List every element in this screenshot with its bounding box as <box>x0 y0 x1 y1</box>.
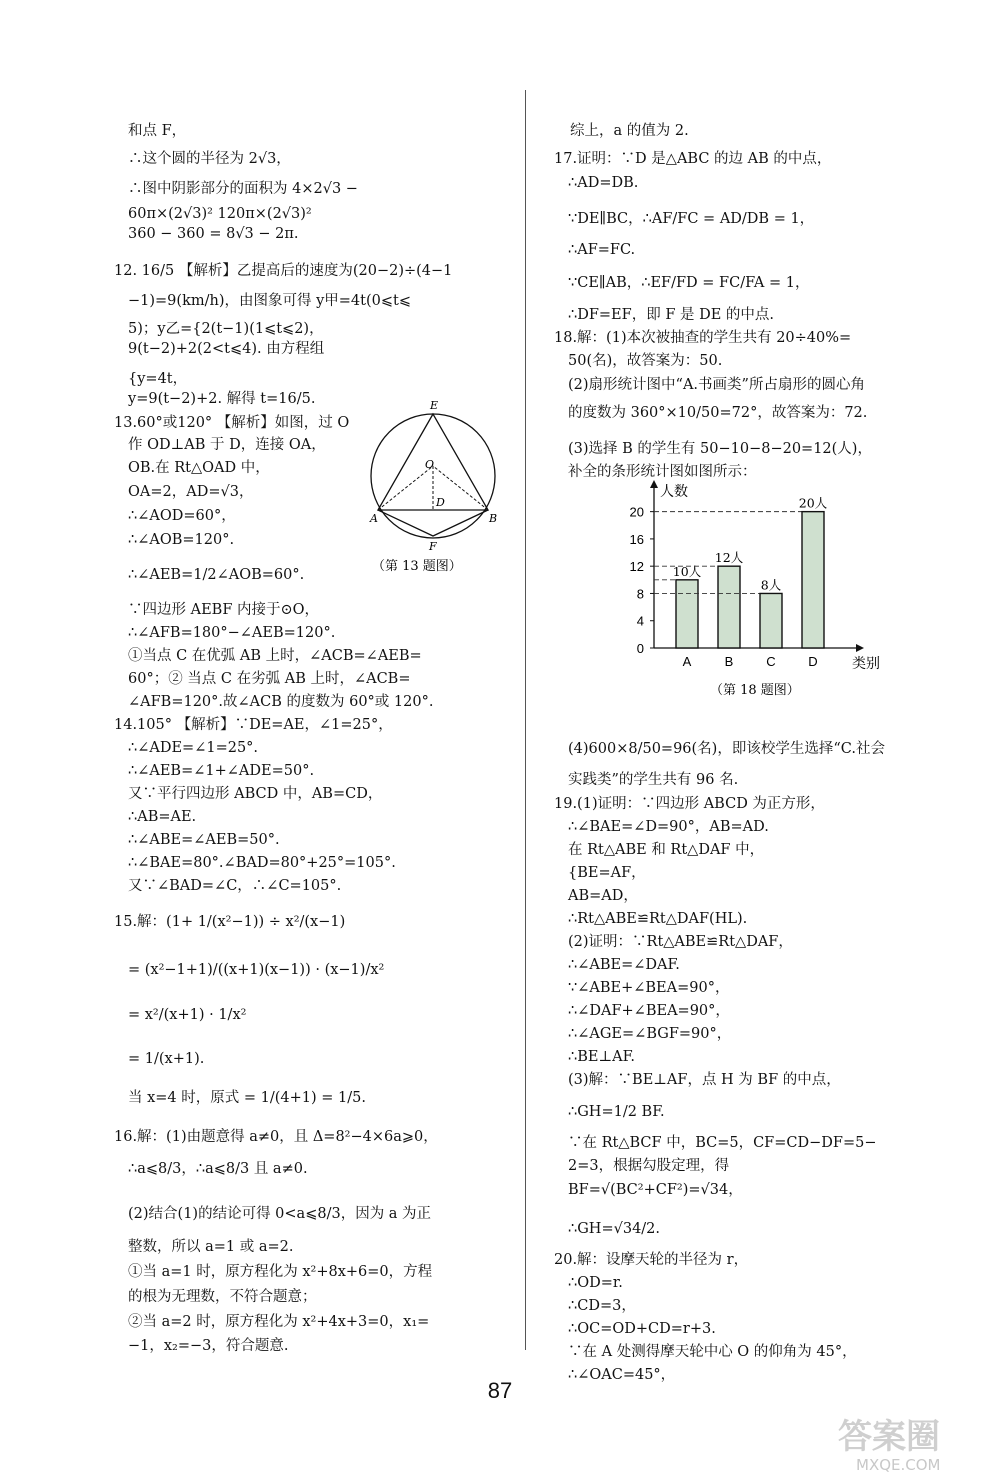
right-text-line: 的度数为 360°×10/50=72°，故答案为：72. <box>568 405 868 421</box>
left-text-line: −1)=9(km/h)，由图象可得 y甲=4t(0⩽t⩽ <box>128 293 411 309</box>
x-tick-label: B <box>724 654 734 669</box>
right-text-line: 17.证明：∵D 是△ABC 的边 AB 的中点， <box>554 151 832 167</box>
left-text-line: −1，x₂=−3，符合题意. <box>128 1338 289 1354</box>
left-text-line: 5)；y乙={2(t−1)(1⩽t⩽2)， <box>128 321 324 337</box>
right-text-line: 2=3，根据勾股定理，得 <box>568 1158 730 1174</box>
left-text-line: ∴∠AFB=180°−∠AEB=120°. <box>128 625 336 641</box>
y-tick-label: 12 <box>629 559 644 575</box>
left-text-line: 16.解：(1)由题意得 a≠0，且 Δ=8²−4×6a⩾0， <box>114 1129 438 1145</box>
right-text-line: 补全的条形统计图如图所示： <box>568 464 757 480</box>
left-text-line: 又∵平行四边形 ABCD 中，AB=CD， <box>128 786 383 802</box>
left-text-line: 当 x=4 时，原式 = 1/(4+1) = 1/5. <box>128 1090 366 1106</box>
left-text-line: ∠AFB=120°.故∠ACB 的度数为 60°或 120°. <box>128 694 434 710</box>
right-text-line: 综上，a 的值为 2. <box>570 123 689 139</box>
right-text-line: ∵∠ABE+∠BEA=90°， <box>568 980 730 996</box>
left-text-line: OA=2，AD=√3， <box>128 484 254 500</box>
right-text-line: (2)扇形统计图中“A.书画类”所占扇形的圆心角 <box>568 377 865 393</box>
bar <box>802 512 824 648</box>
right-text-line: ∴OC=OD+CD=r+3. <box>568 1321 716 1337</box>
right-text-line: ∴AF=FC. <box>568 242 636 258</box>
right-text-line: ∴BE⊥AF. <box>568 1049 635 1065</box>
label-b: B <box>489 512 498 525</box>
bar-data-label: 10人 <box>672 563 702 579</box>
page-number: 87 <box>487 1378 513 1403</box>
right-text-line: {BE=AF， <box>568 865 646 881</box>
left-text-line: 15.解：(1+ 1/(x²−1)) ÷ x²/(x−1) <box>114 914 346 930</box>
left-text-line: 13.60°或120° 【解析】如图，过 O <box>114 415 350 431</box>
right-text-line: (3)解：∵BE⊥AF，点 H 为 BF 的中点， <box>568 1072 841 1088</box>
left-text-line: 12. 16/5 【解析】乙提高后的速度为(20−2)÷(4−1 <box>114 263 453 279</box>
y-tick-label: 4 <box>636 613 644 629</box>
bar-chart-18 <box>606 478 906 718</box>
figure-13-caption: （第 13 题图） <box>372 559 462 574</box>
left-text-line: ∴这个圆的半径为 2√3， <box>128 151 291 167</box>
left-text-line: 又∵∠BAD=∠C，∴∠C=105°. <box>128 878 342 894</box>
y-tick-label: 16 <box>629 531 644 547</box>
left-text-line: ∴∠AEB=∠1+∠ADE=50°. <box>128 763 315 779</box>
left-text-line: ∴∠BAE=80°.∠BAD=80°+25°=105°. <box>128 855 396 871</box>
left-text-line: 9(t−2)+2(2<t⩽4). 由方程组 <box>128 341 325 357</box>
y-tick-label: 20 <box>629 504 644 520</box>
watermark-logo <box>834 1410 994 1476</box>
right-text-line: ∴GH=1/2 BF. <box>568 1104 665 1120</box>
chart-caption: （第 18 题图） <box>710 683 800 698</box>
right-text-line: 在 Rt△ABE 和 Rt△DAF 中， <box>568 842 765 858</box>
left-text-line: 整数，所以 a=1 或 a=2. <box>128 1239 294 1255</box>
left-text-line: = (x²−1+1)/((x+1)(x−1)) · (x−1)/x² <box>128 962 385 978</box>
right-text-line: ∴∠ABE=∠DAF. <box>568 957 680 973</box>
right-text-line: (4)600×8/50=96(名)，即该校学生选择“C.社会 <box>568 741 885 757</box>
watermark-top: 答案圈 <box>838 1417 940 1457</box>
bar <box>718 566 740 648</box>
right-text-line: AB=AD， <box>568 888 638 904</box>
left-text-line: ∴图中阴影部分的面积为 4×2√3 − <box>128 181 358 197</box>
right-text-line: ∴∠DAF+∠BEA=90°， <box>568 1003 730 1019</box>
right-text-line: ∴∠OAC=45°， <box>568 1367 676 1383</box>
bar-data-label: 20人 <box>798 495 828 511</box>
left-text-line: ①当点 C 在优弧 AB 上时，∠ACB=∠AEB= <box>128 648 422 664</box>
y-tick-label: 8 <box>636 586 644 602</box>
label-d: D <box>436 496 445 509</box>
right-text-line: ∵DE∥BC，∴AF/FC = AD/DB = 1， <box>568 211 815 227</box>
column-divider <box>525 90 526 1350</box>
figure-13 <box>368 400 508 580</box>
x-tick-label: D <box>808 654 818 669</box>
left-text-line: 60π×(2√3)² 120π×(2√3)² <box>128 206 312 222</box>
left-text-line: ∴∠AOB=120°. <box>128 532 235 548</box>
bar-data-label: 8人 <box>760 577 782 593</box>
left-text-line: OB.在 Rt△OAD 中， <box>128 460 270 476</box>
x-tick-label: A <box>682 654 692 669</box>
left-text-line: y=9(t−2)+2. 解得 t=16/5. <box>128 391 316 407</box>
right-text-line: ∴DF=EF，即 F 是 DE 的中点. <box>568 307 775 323</box>
left-text-line: 360 − 360 = 8√3 − 2π. <box>128 226 299 242</box>
y-axis-arrow <box>650 480 658 488</box>
x-axis-label: 类别 <box>852 656 880 672</box>
left-text-line: 14.105° 【解析】∵DE=AE，∠1=25°， <box>114 717 393 733</box>
right-text-line: ∵在 Rt△BCF 中，BC=5，CF=CD−DF=5− <box>568 1135 877 1151</box>
bar <box>760 593 782 648</box>
left-text-line: ②当 a=2 时，原方程化为 x²+4x+3=0，x₁= <box>128 1314 430 1330</box>
watermark-bottom: MXQE.COM <box>856 1456 941 1474</box>
left-text-line: ∴∠ADE=∠1=25°. <box>128 740 259 756</box>
left-text-line: 60°；② 当点 C 在劣弧 AB 上时，∠ACB= <box>128 671 411 687</box>
left-text-line: 和点 F， <box>128 123 187 139</box>
left-text-line: ∴AB=AE. <box>128 809 197 825</box>
right-text-line: 19.(1)证明：∵四边形 ABCD 为正方形， <box>554 796 825 812</box>
right-text-line: (3)选择 B 的学生有 50−10−8−20=12(人)， <box>568 441 872 457</box>
right-text-line: 实践类”的学生共有 96 名. <box>568 772 739 788</box>
left-text-line: 作 OD⊥AB 于 D，连接 OA， <box>128 437 326 453</box>
right-text-line: 18.解：(1)本次被抽查的学生共有 20÷40%= <box>554 330 852 346</box>
right-text-line: ∴CD=3， <box>568 1298 636 1314</box>
y-tick-label: 0 <box>636 641 644 656</box>
right-text-line: ∴∠AGE=∠BGF=90°， <box>568 1026 732 1042</box>
right-text-line: 20.解：设摩天轮的半径为 r， <box>554 1252 749 1268</box>
right-text-line: ∵在 A 处测得摩天轮中心 O 的仰角为 45°， <box>568 1344 857 1360</box>
y-axis-label: 人数 <box>660 484 688 500</box>
left-text-line: 的根为无理数，不符合题意； <box>128 1289 317 1305</box>
left-text-line: ∴∠AEB=1/2∠AOB=60°. <box>128 567 305 583</box>
label-f: F <box>429 540 437 553</box>
left-text-line: = 1/(x+1). <box>128 1051 205 1067</box>
left-text-line: ∵四边形 AEBF 内接于⊙O， <box>128 602 320 618</box>
label-e: E <box>430 400 439 412</box>
right-text-line: ∴GH=√34/2. <box>568 1221 661 1237</box>
right-text-line: 50(名)，故答案为：50. <box>568 353 723 369</box>
right-text-line: ∴∠BAE=∠D=90°，AB=AD. <box>568 819 769 835</box>
left-text-line: = x²/(x+1) · 1/x² <box>128 1007 247 1023</box>
left-text-line: {y=4t， <box>128 371 188 387</box>
right-text-line: (2)证明：∵Rt△ABE≌Rt△DAF， <box>568 934 793 950</box>
bar <box>676 580 698 648</box>
x-axis-arrow <box>856 644 864 652</box>
right-text-line: ∴OD=r. <box>568 1275 623 1291</box>
label-o: O <box>425 458 435 471</box>
right-text-line: ∴AD=DB. <box>568 175 639 191</box>
left-text-line: ∴a⩽8/3，∴a⩽8/3 且 a≠0. <box>128 1161 308 1177</box>
bar-data-label: 12人 <box>714 550 744 566</box>
left-text-line: ①当 a=1 时，原方程化为 x²+8x+6=0，方程 <box>128 1264 433 1280</box>
arc-afb-chords <box>378 510 488 536</box>
left-text-line: ∴∠ABE=∠AEB=50°. <box>128 832 280 848</box>
right-text-line: BF=√(BC²+CF²)=√34， <box>568 1182 743 1198</box>
left-text-line: (2)结合(1)的结论可得 0<a⩽8/3，因为 a 为正 <box>128 1206 432 1222</box>
left-text-line: ∴∠AOD=60°， <box>128 508 236 524</box>
x-tick-label: C <box>766 654 776 669</box>
label-a: A <box>370 512 378 525</box>
right-text-line: ∵CE∥AB，∴EF/FD = FC/FA = 1， <box>568 275 810 291</box>
right-text-line: ∴Rt△ABE≌Rt△DAF(HL). <box>568 911 748 927</box>
